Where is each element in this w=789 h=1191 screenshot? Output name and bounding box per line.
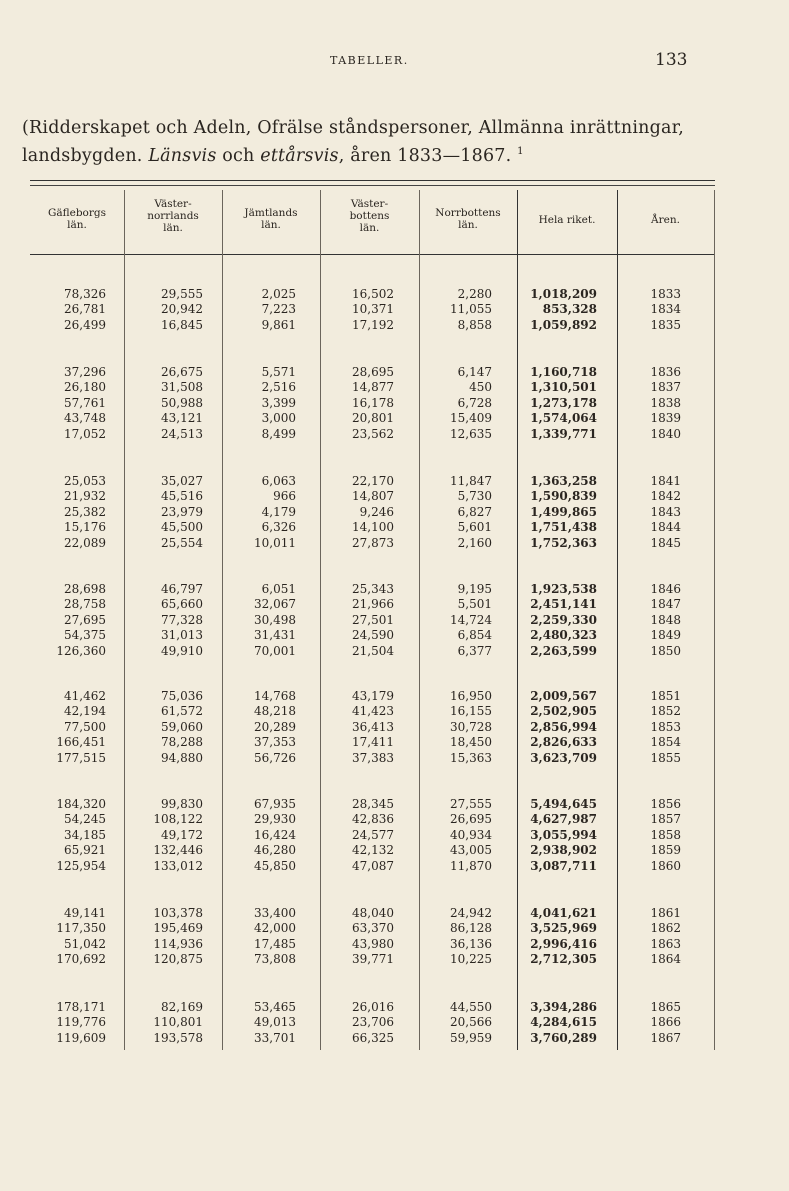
table-cell: 170,692 — [56, 952, 106, 967]
page-number: 133 — [655, 50, 688, 70]
table-cell: 16,502 — [352, 287, 394, 301]
table-cell: 5,730 — [457, 489, 492, 504]
table-cell: 51,042 — [64, 936, 106, 951]
footnote-mark: 1 — [517, 146, 524, 157]
table-cell: 21,966 — [352, 597, 394, 612]
table-cell: 12,635 — [450, 426, 492, 441]
table-cell: 15,363 — [450, 750, 492, 765]
table-cell: 193,578 — [153, 1030, 203, 1045]
column-header-line: Norrbottens — [435, 207, 501, 219]
column-divider — [320, 190, 321, 1050]
table-cell: 18,450 — [450, 735, 492, 750]
table-cell: 16,424 — [254, 827, 296, 842]
table-cell: 42,194 — [64, 704, 106, 719]
table-cell: 14,100 — [352, 520, 394, 535]
table-cell: 6,728 — [457, 395, 492, 410]
year-cell: 1854 — [650, 735, 681, 750]
year-cell: 1850 — [650, 643, 681, 658]
table-cell: 3,525,969 — [530, 921, 597, 936]
table-cell: 1,273,178 — [530, 395, 597, 410]
table-cell: 16,845 — [161, 317, 203, 332]
table-cell: 15,409 — [450, 411, 492, 426]
table-cell: 23,562 — [352, 426, 394, 441]
table-cell: 27,501 — [352, 612, 394, 627]
column-header-line: bottens — [349, 210, 390, 222]
year-cell: 1842 — [650, 489, 681, 504]
table-cell: 41,462 — [64, 689, 106, 703]
running-head — [0, 50, 789, 70]
table-cell: 94,880 — [161, 750, 203, 765]
table-cell: 14,768 — [254, 689, 296, 703]
table-cell: 1,590,839 — [530, 489, 597, 504]
table-cell: 44,550 — [450, 1000, 492, 1014]
column-divider — [714, 190, 715, 1050]
table-cell: 2,451,141 — [530, 597, 597, 612]
table-cell: 59,959 — [450, 1030, 492, 1045]
running-title: TABELLER. — [330, 54, 409, 67]
table-cell: 3,055,994 — [530, 827, 597, 842]
column-header — [419, 207, 517, 231]
year-cell: 1845 — [650, 535, 681, 550]
table-cell: 1,751,438 — [530, 520, 597, 535]
table-cell: 2,280 — [457, 287, 492, 301]
table-cell: 9,246 — [359, 504, 394, 519]
year-cell: 1855 — [650, 750, 681, 765]
table-cell: 3,623,709 — [530, 750, 597, 765]
table-cell: 26,675 — [161, 365, 203, 379]
year-cell: 1852 — [650, 704, 681, 719]
table-cell: 22,089 — [64, 535, 106, 550]
column-divider — [419, 190, 420, 1050]
table-title — [22, 116, 762, 168]
table-cell: 25,053 — [64, 474, 106, 488]
column-divider — [124, 190, 125, 1050]
column-header-line: Gäfleborgs — [47, 207, 107, 219]
table-cell: 110,801 — [153, 1015, 203, 1030]
table-top-rule — [30, 180, 715, 181]
table-cell: 43,121 — [161, 411, 203, 426]
table-cell: 108,122 — [153, 812, 203, 827]
table-cell: 103,378 — [153, 906, 203, 920]
year-cell: 1853 — [650, 719, 681, 734]
table-cell: 1,310,501 — [530, 380, 597, 395]
year-cell: 1844 — [650, 520, 681, 535]
table-cell: 119,776 — [56, 1015, 106, 1030]
table-cell: 70,001 — [254, 643, 296, 658]
table-cell: 9,195 — [457, 582, 492, 596]
table-cell: 20,289 — [254, 719, 296, 734]
table-cell: 77,500 — [64, 719, 106, 734]
table-cell: 30,728 — [450, 719, 492, 734]
table-cell: 2,712,305 — [530, 952, 597, 967]
table-cell: 1,923,538 — [530, 582, 597, 596]
column-header-line: norrlands — [147, 210, 199, 222]
title-line-2: landsbygden. Länsvis och ettårsvis, åren 1833—1867. $^1$ — [22, 145, 524, 166]
table-cell: 3,000 — [261, 411, 296, 426]
table-cell: 14,877 — [352, 380, 394, 395]
table-cell: 166,451 — [56, 735, 106, 750]
table-cell: 26,695 — [450, 812, 492, 827]
table-cell: 1,499,865 — [530, 504, 597, 519]
table-cell: 9,861 — [261, 317, 296, 332]
table-cell: 22,170 — [352, 474, 394, 488]
table-cell: 78,326 — [64, 287, 106, 301]
table-cell: 46,280 — [254, 843, 296, 858]
table-cell: 195,469 — [153, 921, 203, 936]
year-cell: 1863 — [650, 936, 681, 951]
table-cell: 49,013 — [254, 1015, 296, 1030]
table-cell: 48,218 — [254, 704, 296, 719]
year-cell: 1836 — [650, 365, 681, 379]
table-cell: 43,980 — [352, 936, 394, 951]
table-cell: 7,223 — [261, 302, 296, 317]
table-cell: 17,411 — [352, 735, 394, 750]
table-cell: 63,370 — [352, 921, 394, 936]
table-cell: 37,296 — [64, 365, 106, 379]
table-cell: 24,942 — [450, 906, 492, 920]
year-cell: 1848 — [650, 612, 681, 627]
table-cell: 29,555 — [161, 287, 203, 301]
table-cell: 1,339,771 — [530, 426, 597, 441]
table-cell: 3,087,711 — [530, 858, 597, 873]
year-cell: 1834 — [650, 302, 681, 317]
table-cell: 35,027 — [161, 474, 203, 488]
column-header-line: Väster- — [350, 198, 389, 210]
table-cell: 126,360 — [56, 643, 106, 658]
table-cell: 59,060 — [161, 719, 203, 734]
year-cell: 1837 — [650, 380, 681, 395]
table-cell: 6,827 — [457, 504, 492, 519]
table-cell: 77,328 — [161, 612, 203, 627]
table-cell: 23,979 — [161, 504, 203, 519]
year-cell: 1861 — [650, 906, 681, 920]
table-cell: 26,016 — [352, 1000, 394, 1014]
table-cell: 853,328 — [542, 302, 597, 317]
table-cell: 1,059,892 — [530, 317, 597, 332]
column-header — [617, 214, 714, 226]
table-cell: 28,698 — [64, 582, 106, 596]
table-cell: 24,590 — [352, 628, 394, 643]
table-cell: 132,446 — [153, 843, 203, 858]
table-cell: 28,695 — [352, 365, 394, 379]
year-cell: 1839 — [650, 411, 681, 426]
year-cell: 1858 — [650, 827, 681, 842]
table-cell: 78,288 — [161, 735, 203, 750]
table-cell: 46,797 — [161, 582, 203, 596]
table-cell: 3,394,286 — [530, 1000, 597, 1014]
table-cell: 2,025 — [261, 287, 296, 301]
table-cell: 43,179 — [352, 689, 394, 703]
table-cell: 36,413 — [352, 719, 394, 734]
year-cell: 1865 — [650, 1000, 681, 1014]
column-header — [517, 214, 617, 226]
table-cell: 53,465 — [254, 1000, 296, 1014]
table-cell: 119,609 — [56, 1030, 106, 1045]
year-cell: 1851 — [650, 689, 681, 703]
table-cell: 42,132 — [352, 843, 394, 858]
column-header-line: Åren. — [651, 214, 680, 226]
table-cell: 25,343 — [352, 582, 394, 596]
table-cell: 65,660 — [161, 597, 203, 612]
table-cell: 16,950 — [450, 689, 492, 703]
column-header-line: län. — [163, 222, 183, 234]
table-cell: 27,555 — [450, 797, 492, 811]
year-cell: 1835 — [650, 317, 681, 332]
table-cell: 2,856,994 — [530, 719, 597, 734]
table-cell: 40,934 — [450, 827, 492, 842]
table-cell: 5,494,645 — [530, 797, 597, 811]
table-cell: 4,041,621 — [530, 906, 597, 920]
table-cell: 1,363,258 — [530, 474, 597, 488]
table-cell: 178,171 — [56, 1000, 106, 1014]
table-cell: 2,263,599 — [530, 643, 597, 658]
table-cell: 24,577 — [352, 827, 394, 842]
table-cell: 31,431 — [254, 628, 296, 643]
table-cell: 26,781 — [64, 302, 106, 317]
column-header — [320, 198, 419, 234]
column-header-line: Jämtlands — [244, 207, 298, 219]
table-cell: 21,932 — [64, 489, 106, 504]
table-cell: 36,136 — [450, 936, 492, 951]
table-cell: 5,601 — [457, 520, 492, 535]
table-cell: 6,051 — [261, 582, 296, 596]
year-cell: 1857 — [650, 812, 681, 827]
table-cell: 57,761 — [64, 395, 106, 410]
table-cell: 120,875 — [153, 952, 203, 967]
table-cell: 31,508 — [161, 380, 203, 395]
year-cell: 1833 — [650, 287, 681, 301]
table-cell: 4,284,615 — [530, 1015, 597, 1030]
year-cell: 1856 — [650, 797, 681, 811]
table-cell: 34,185 — [64, 827, 106, 842]
table-cell: 16,155 — [450, 704, 492, 719]
table-cell: 23,706 — [352, 1015, 394, 1030]
table-cell: 28,345 — [352, 797, 394, 811]
table-cell: 125,954 — [56, 858, 106, 873]
table-cell: 37,383 — [352, 750, 394, 765]
table-cell: 82,169 — [161, 1000, 203, 1014]
title-line-1: (Ridderskapet och Adeln, Ofrälse ståndspersoner, Allmänna inrättningar, — [22, 118, 685, 138]
table-cell: 43,748 — [64, 411, 106, 426]
table-cell: 1,160,718 — [530, 365, 597, 379]
year-cell: 1843 — [650, 504, 681, 519]
table-cell: 61,572 — [161, 704, 203, 719]
column-header — [30, 207, 124, 231]
year-cell: 1840 — [650, 426, 681, 441]
table-cell: 73,808 — [254, 952, 296, 967]
table-cell: 2,160 — [457, 535, 492, 550]
table-cell: 86,128 — [450, 921, 492, 936]
table-cell: 54,245 — [64, 812, 106, 827]
table-cell: 25,554 — [161, 535, 203, 550]
table-cell: 15,176 — [64, 520, 106, 535]
column-header-line: Väster- — [154, 198, 192, 210]
table-cell: 1,752,363 — [530, 535, 597, 550]
table-cell: 48,040 — [352, 906, 394, 920]
table-cell: 56,726 — [254, 750, 296, 765]
table-cell: 11,055 — [450, 302, 492, 317]
table-cell: 27,695 — [64, 612, 106, 627]
table-cell: 2,009,567 — [530, 689, 597, 703]
table-cell: 133,012 — [153, 858, 203, 873]
table-cell: 2,938,902 — [530, 843, 597, 858]
column-header-line: län. — [458, 219, 478, 231]
table-cell: 114,936 — [153, 936, 203, 951]
table-cell: 49,172 — [161, 827, 203, 842]
table-cell: 6,854 — [457, 628, 492, 643]
table-cell: 49,910 — [161, 643, 203, 658]
table-cell: 4,179 — [261, 504, 296, 519]
table-cell: 2,502,905 — [530, 704, 597, 719]
table-cell: 31,013 — [161, 628, 203, 643]
table-cell: 32,067 — [254, 597, 296, 612]
table-cell: 450 — [469, 380, 492, 395]
table-cell: 2,996,416 — [530, 936, 597, 951]
table-cell: 17,052 — [64, 426, 106, 441]
year-cell: 1867 — [650, 1030, 681, 1045]
table-cell: 99,830 — [161, 797, 203, 811]
table-cell: 45,516 — [161, 489, 203, 504]
year-cell: 1864 — [650, 952, 681, 967]
table-cell: 16,178 — [352, 395, 394, 410]
table-cell: 20,566 — [450, 1015, 492, 1030]
table-cell: 47,087 — [352, 858, 394, 873]
table-cell: 43,005 — [450, 843, 492, 858]
column-header-line: Hela riket. — [538, 214, 596, 226]
table-cell: 25,382 — [64, 504, 106, 519]
table-cell: 2,259,330 — [530, 612, 597, 627]
year-cell: 1862 — [650, 921, 681, 936]
table-cell: 2,480,323 — [530, 628, 597, 643]
table-cell: 966 — [273, 489, 296, 504]
table-cell: 10,371 — [352, 302, 394, 317]
table-cell: 8,499 — [261, 426, 296, 441]
column-divider — [517, 190, 518, 1050]
table-cell: 54,375 — [64, 628, 106, 643]
table-cell: 28,758 — [64, 597, 106, 612]
table-cell: 75,036 — [161, 689, 203, 703]
year-cell: 1847 — [650, 597, 681, 612]
table-cell: 27,873 — [352, 535, 394, 550]
table-cell: 45,500 — [161, 520, 203, 535]
year-cell: 1849 — [650, 628, 681, 643]
table-cell: 11,870 — [450, 858, 492, 873]
table-cell: 4,627,987 — [530, 812, 597, 827]
table-cell: 21,504 — [352, 643, 394, 658]
table-cell: 1,574,064 — [530, 411, 597, 426]
table-cell: 11,847 — [450, 474, 492, 488]
table-cell: 14,724 — [450, 612, 492, 627]
table-top-rule-inner — [30, 185, 715, 186]
column-divider — [617, 190, 618, 1050]
table-cell: 66,325 — [352, 1030, 394, 1045]
table-cell: 8,858 — [457, 317, 492, 332]
table-cell: 26,180 — [64, 380, 106, 395]
column-divider — [222, 190, 223, 1050]
table-cell: 6,147 — [457, 365, 492, 379]
table-cell: 37,353 — [254, 735, 296, 750]
table-cell: 3,399 — [261, 395, 296, 410]
table-cell: 2,826,633 — [530, 735, 597, 750]
table-cell: 42,000 — [254, 921, 296, 936]
column-header — [124, 198, 222, 234]
table-cell: 42,836 — [352, 812, 394, 827]
table-cell: 3,760,289 — [530, 1030, 597, 1045]
header-bottom-rule — [30, 254, 715, 255]
table-cell: 45,850 — [254, 858, 296, 873]
year-cell: 1860 — [650, 858, 681, 873]
table-cell: 24,513 — [161, 426, 203, 441]
table-cell: 5,571 — [261, 365, 296, 379]
table-cell: 17,485 — [254, 936, 296, 951]
table-cell: 50,988 — [161, 395, 203, 410]
table-cell: 117,350 — [56, 921, 106, 936]
table-cell: 30,498 — [254, 612, 296, 627]
column-header-line: län. — [67, 219, 87, 231]
year-cell: 1859 — [650, 843, 681, 858]
table-cell: 49,141 — [64, 906, 106, 920]
column-header-line: län. — [359, 222, 380, 234]
table-cell: 14,807 — [352, 489, 394, 504]
table-cell: 26,499 — [64, 317, 106, 332]
table-cell: 39,771 — [352, 952, 394, 967]
table-cell: 33,701 — [254, 1030, 296, 1045]
table-cell: 6,063 — [261, 474, 296, 488]
year-cell: 1841 — [650, 474, 681, 488]
table-cell: 33,400 — [254, 906, 296, 920]
table-cell: 6,377 — [457, 643, 492, 658]
table-cell: 177,515 — [56, 750, 106, 765]
table-cell: 20,942 — [161, 302, 203, 317]
year-cell: 1866 — [650, 1015, 681, 1030]
year-cell: 1846 — [650, 582, 681, 596]
table-cell: 65,921 — [64, 843, 106, 858]
table-cell: 6,326 — [261, 520, 296, 535]
table-cell: 2,516 — [261, 380, 296, 395]
column-header-line: län. — [261, 219, 281, 231]
table-cell: 20,801 — [352, 411, 394, 426]
table-cell: 29,930 — [254, 812, 296, 827]
column-header — [222, 207, 320, 231]
table-cell: 17,192 — [352, 317, 394, 332]
table-cell: 5,501 — [457, 597, 492, 612]
table-cell: 10,225 — [450, 952, 492, 967]
year-cell: 1838 — [650, 395, 681, 410]
table-cell: 67,935 — [254, 797, 296, 811]
table-cell: 1,018,209 — [530, 287, 597, 301]
table-cell: 184,320 — [56, 797, 106, 811]
table-cell: 41,423 — [352, 704, 394, 719]
table-cell: 10,011 — [254, 535, 296, 550]
